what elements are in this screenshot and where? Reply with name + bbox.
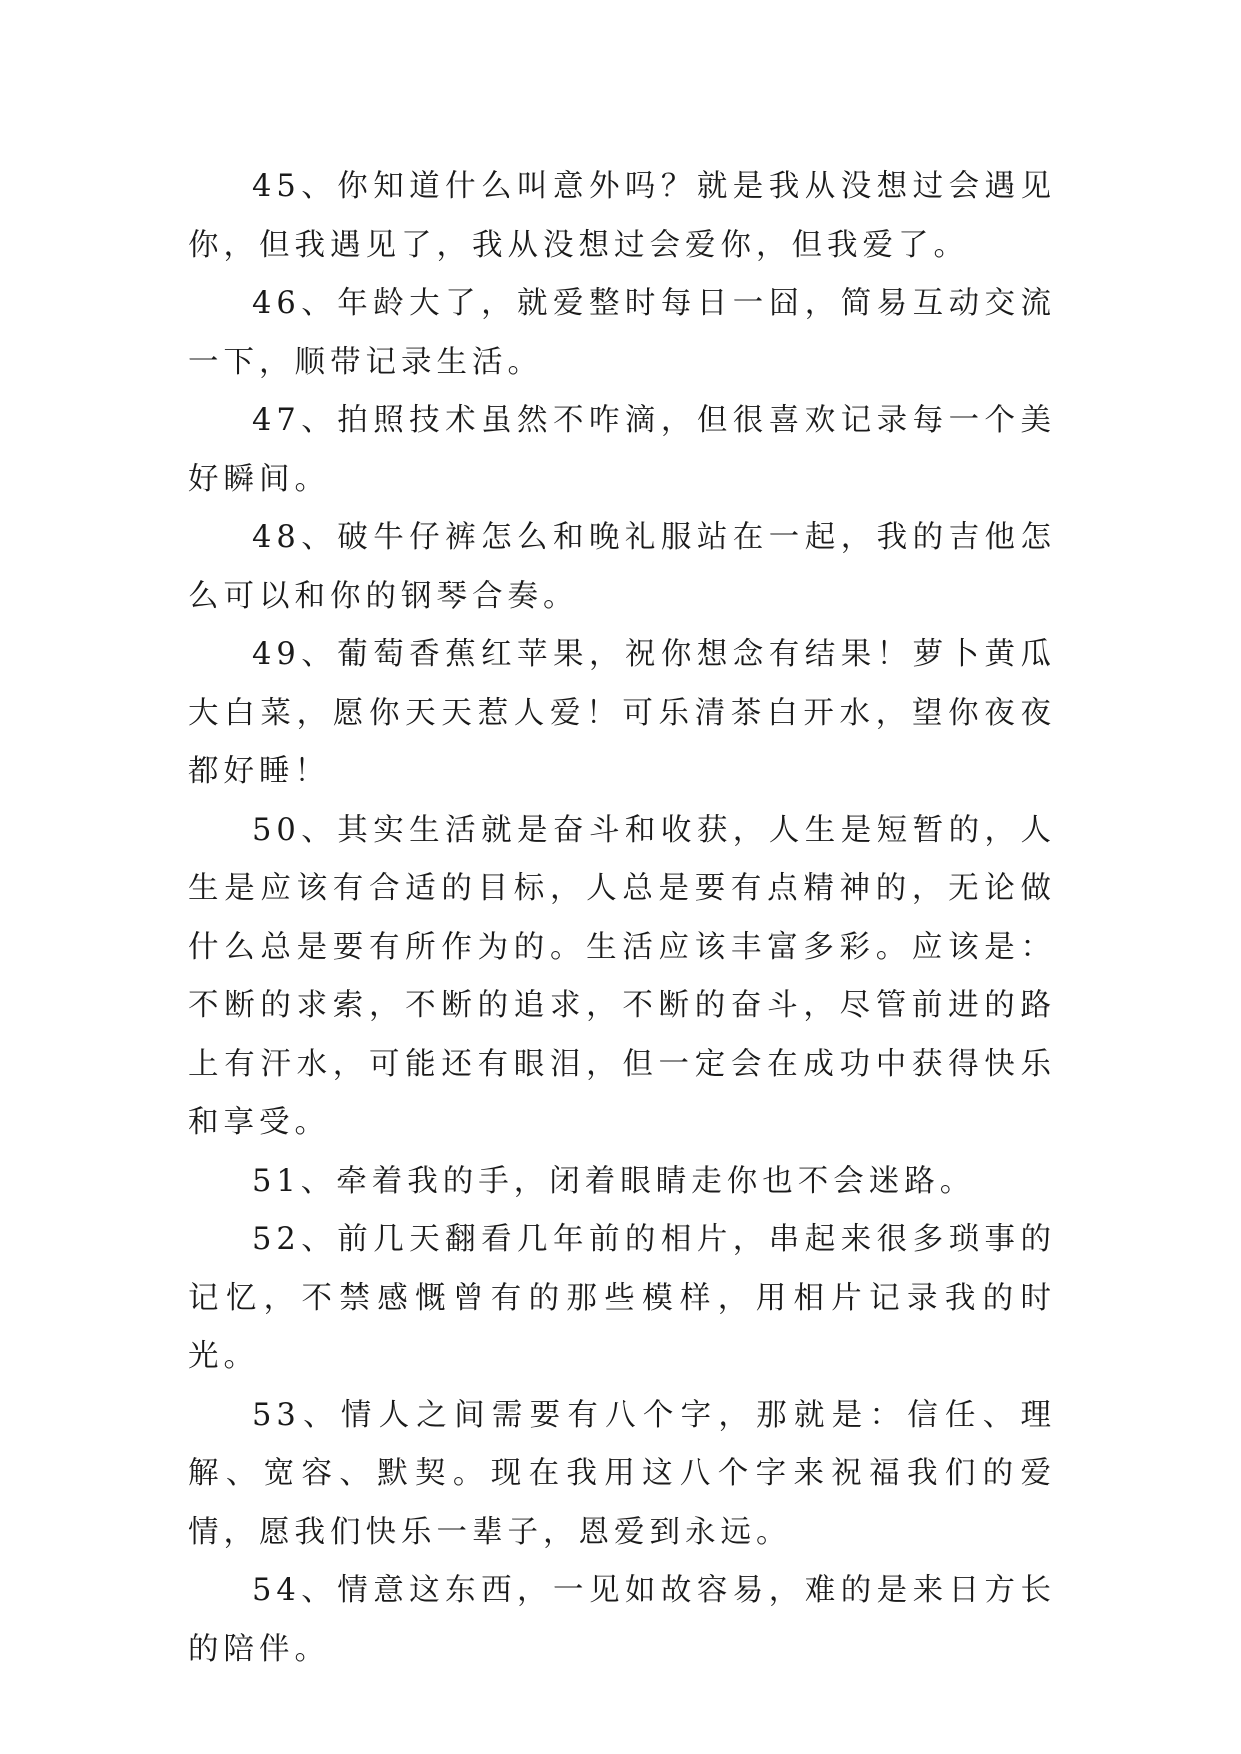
paragraph-45: 45、你知道什么叫意外吗？就是我从没想过会遇见你，但我遇见了，我从没想过会爱你，但我爱了。 — [188, 169, 1056, 263]
paragraph-53: 53、情人之间需要有八个字，那就是：信任、理解、宽容、默契。现在我用这八个字来祝福我们的爱情，愿我们快乐一辈子，恩爱到永远。 — [188, 1397, 1056, 1550]
paragraph-51: 51、牵着我的手，闭着眼睛走你也不会迷路。 — [252, 1163, 976, 1199]
paragraph-50: 50、其实生活就是奋斗和收获，人生是短暂的，人生是应该有合适的目标，人总是要有点精神的，无论做什么总是要有所作为的。生活应该丰富多彩。应该是：不断的求索，不断的追求，不断的奋斗，尽管前进的路上有汗水，可能还有眼泪，但一定会在成功中获得快乐和享受。 — [188, 812, 1056, 1140]
paragraph-48: 48、破牛仔裤怎么和晚礼服站在一起，我的吉他怎么可以和你的钢琴合奏。 — [188, 520, 1056, 614]
paragraph-47: 47、拍照技术虽然不咋滴，但很喜欢记录每一个美好瞬间。 — [188, 403, 1056, 497]
paragraph-49: 49、葡萄香蕉红苹果，祝你想念有结果！萝卜黄瓜大白菜，愿你天天惹人爱！可乐清茶白开水，望你夜夜都好睡！ — [188, 637, 1056, 789]
paragraph-46: 46、年龄大了，就爱整时每日一囧，简易互动交流一下，顺带记录生活。 — [188, 286, 1056, 380]
paragraph-52: 52、前几天翻看几年前的相片，串起来很多琐事的记忆，不禁感慨曾有的那些模样，用相片记录我的时光。 — [188, 1222, 1056, 1374]
paragraph-54: 54、情意这东西，一见如故容易，难的是来日方长的陪伴。 — [188, 1573, 1056, 1667]
document-body — [188, 158, 1056, 1679]
